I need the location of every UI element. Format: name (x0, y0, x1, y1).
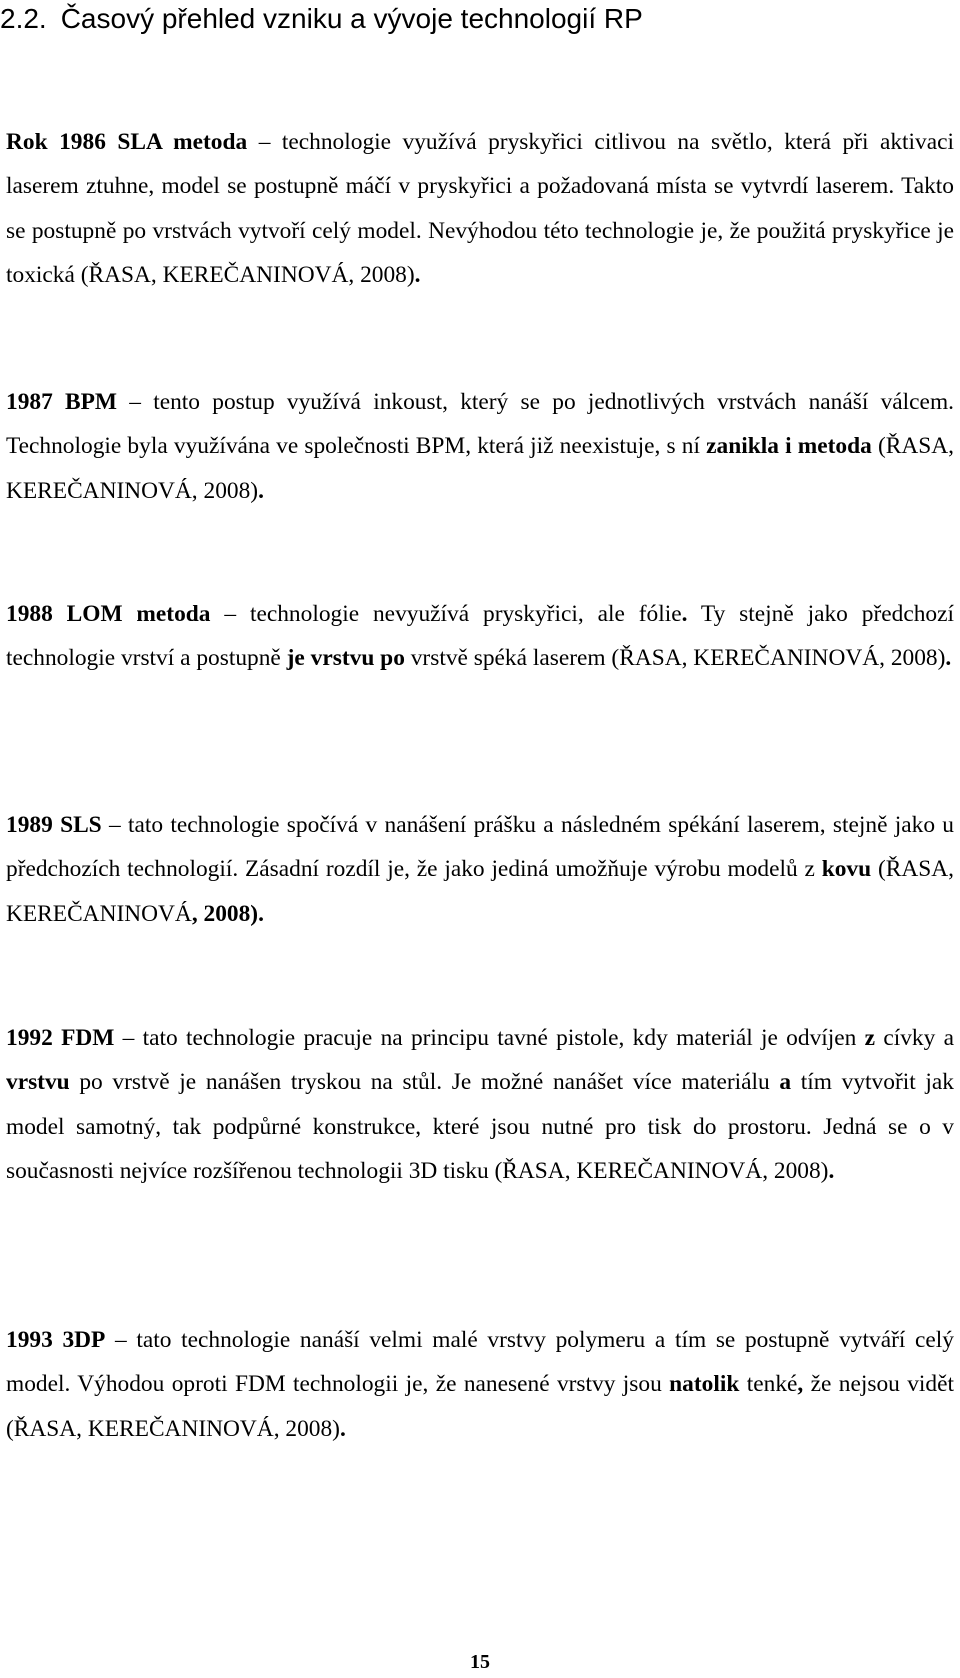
entry-bold-text: kovu (821, 856, 872, 883)
entry-text: – tato technologie nanáší velmi malé vrstvy polymeru a tím se postupně vytváří celý model. Výhodou oproti FDM technologii je, že nanesené vrstvy jsou (6, 1327, 954, 1398)
entry-text: po vrstvě je nanášen tryskou na stůl. Je možné nanášet více materiálu (69, 1069, 780, 1096)
entry-bold-text: . (681, 601, 688, 627)
entry-bold-text: z (864, 1025, 876, 1051)
entry-bold-text: natolik (669, 1371, 740, 1398)
entry-lead: 1987 BPM (6, 389, 118, 415)
entry-end: . (828, 1158, 835, 1185)
entry-text: tím vytvořit jak model samotný, tak podpůrné konstrukce, které jsou nutné pro tisk do prostoru. Jedná se o v současnosti nejvíce rozšířenou technologii 3D tisku (ŘASA, KEREČANINOVÁ, 2008) (6, 1069, 954, 1185)
entry-text: – technologie využívá pryskyřici citlivou na světlo, která při aktivaci laserem ztuhne, model se postupně máčí v pryskyřici a požadovaná místa se vytvrdí laserem. Takto se postupně po vrstvách vytvoří celý model. Nevýhodou této technologie je, že použitá pryskyřice je toxická (ŘASA, KEREČANINOVÁ, 2008) (6, 129, 955, 289)
entry-text: vrstvě spéká laserem (ŘASA, KEREČANINOVÁ, 2008) (404, 645, 946, 672)
paragraph-lom (6, 592, 954, 681)
paragraph-fdm (6, 1016, 954, 1194)
section-number: 2.2. (0, 3, 47, 34)
paragraph-sla (6, 120, 954, 298)
entry-text: – tento postup využívá inkoust, který se po jednotlivých vrstvách nanáší válcem. Technologie byla využívána ve společnosti BPM, která již neexistuje, s ní (6, 389, 954, 460)
page-number: 15 (470, 1651, 490, 1673)
section-title: Časový přehled vzniku a vývoje technologií RP (60, 3, 643, 34)
entry-text: – technologie nevyužívá pryskyřici, ale fólie (210, 601, 682, 627)
entry-lead: 1989 SLS (6, 812, 102, 838)
entry-text: – tato technologie pracuje na principu tavné pistole, kdy materiál je odvíjen (114, 1025, 865, 1051)
section-heading (0, 0, 960, 38)
entry-bold-text: je vrstvu po (286, 645, 405, 672)
entry-text: (ŘASA, KEREČANINOVÁ, 2008) (6, 433, 954, 504)
entry-bold-text: zanikla i metoda (706, 433, 872, 460)
entry-text: (ŘASA, KEREČANINOVÁ (6, 856, 954, 927)
entry-end: . (414, 262, 421, 289)
entry-text: – tato technologie spočívá v nanášení prášku a následném spékání laserem, stejně jako u předchozích technologií. Zásadní rozdíl je, že jako jediná umožňuje výrobu modelů z (6, 812, 955, 883)
entry-lead: 1993 3DP (6, 1327, 106, 1353)
entry-end: . (945, 645, 952, 672)
paragraph-3dp (6, 1318, 954, 1451)
entry-text: tenké (739, 1371, 798, 1398)
entry-bold-text: vrstvu (6, 1069, 70, 1096)
entry-lead: 1988 LOM metoda (6, 601, 211, 627)
entry-end: . (258, 477, 264, 504)
entry-lead: Rok 1986 SLA metoda (6, 129, 248, 155)
entry-text: že nejsou vidět (ŘASA, KEREČANINOVÁ, 2008) (6, 1371, 954, 1442)
entry-text: cívky a (875, 1025, 955, 1051)
entry-bold-text: a (779, 1069, 792, 1096)
entry-bold-text: , (797, 1371, 804, 1398)
paragraph-sls (6, 803, 954, 936)
entry-text: Ty stejně jako předchozí technologie vrství a postupně (6, 601, 954, 672)
entry-end: , 2008). (191, 900, 264, 927)
paragraph-bpm (6, 380, 954, 513)
entry-end: . (339, 1415, 346, 1442)
entry-lead: 1992 FDM (6, 1025, 115, 1051)
